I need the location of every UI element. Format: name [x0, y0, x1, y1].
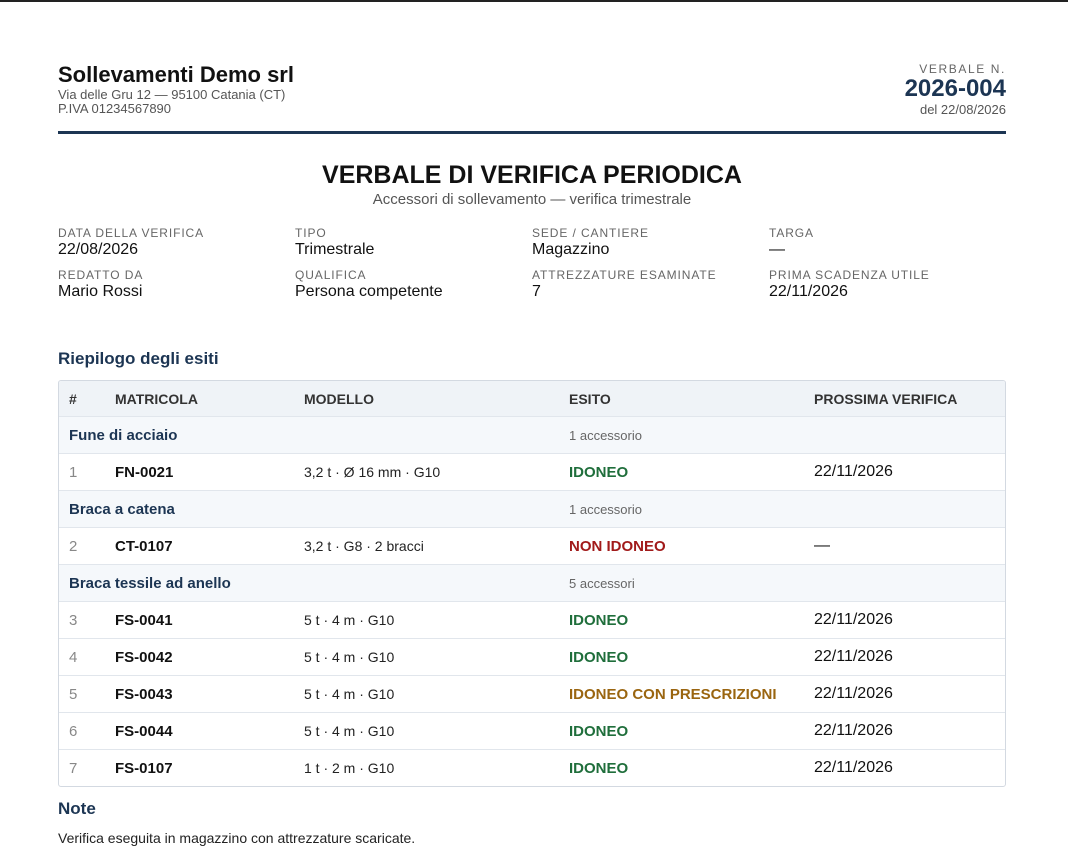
report-date: del 22/08/2026 — [919, 102, 1006, 117]
meta-field — [769, 226, 1006, 259]
row-number: 7 — [69, 759, 78, 777]
group-count: 1 accessorio — [569, 427, 642, 443]
company-vat: P.IVA 01234567890 — [58, 101, 172, 116]
meta-label: SEDE / CANTIERE — [532, 226, 649, 240]
serial-number: CT-0107 — [115, 537, 173, 555]
row-number: 3 — [69, 611, 78, 629]
meta-label: ATTREZZATURE ESAMINATE — [532, 268, 717, 282]
group-name: Braca a catena — [69, 500, 175, 518]
serial-number: FS-0041 — [115, 611, 173, 629]
company-block — [58, 62, 294, 116]
meta-value: 22/11/2026 — [769, 283, 848, 300]
company-name: Sollevamenti Demo srl — [58, 62, 294, 87]
report-number: 2026-004 — [904, 75, 1006, 102]
outcome-badge: IDONEO CON PRESCRIZIONI — [569, 685, 777, 703]
table-row — [59, 638, 1005, 675]
notes-text: Verifica eseguita in magazzino con attrezzature scaricate. — [58, 830, 416, 846]
serial-number: FN-0021 — [115, 463, 174, 481]
outcome-badge: IDONEO — [569, 722, 629, 740]
meta-value: Magazzino — [532, 241, 610, 258]
model: 5 t · 4 m · G10 — [304, 686, 395, 702]
outcome-badge: IDONEO — [569, 463, 629, 481]
column-header: PROSSIMA VERIFICA — [814, 390, 958, 407]
row-number: 4 — [69, 648, 78, 666]
summary-title: Riepilogo degli esiti — [58, 349, 219, 368]
meta-grid — [58, 226, 1006, 301]
meta-field — [295, 268, 532, 301]
serial-number: FS-0042 — [115, 648, 173, 666]
serial-number: FS-0043 — [115, 685, 173, 703]
table-row — [59, 749, 1005, 786]
report-number-label: VERBALE N. — [919, 62, 1006, 76]
meta-label: DATA DELLA VERIFICA — [58, 226, 205, 240]
row-number: 5 — [69, 685, 78, 703]
row-number: 6 — [69, 722, 78, 740]
meta-label: TARGA — [769, 226, 814, 240]
group-row — [59, 490, 1005, 527]
top-border — [0, 0, 1068, 2]
group-row — [59, 416, 1005, 453]
group-count: 5 accessori — [569, 575, 635, 591]
serial-number: FS-0107 — [115, 759, 173, 777]
next-inspection: 22/11/2026 — [814, 648, 893, 665]
column-header: # — [69, 390, 77, 407]
meta-value: Trimestrale — [295, 241, 375, 258]
meta-field — [58, 268, 295, 301]
column-header: ESITO — [569, 390, 611, 407]
group-row — [59, 564, 1005, 601]
meta-value: Mario Rossi — [58, 283, 143, 300]
column-header: MODELLO — [304, 390, 374, 407]
notes-title: Note — [58, 799, 96, 818]
row-number: 2 — [69, 537, 78, 555]
next-inspection: 22/11/2026 — [814, 685, 893, 702]
group-name: Fune di acciaio — [69, 426, 178, 444]
next-inspection: — — [814, 537, 830, 554]
title-block — [58, 160, 1006, 209]
report-header — [58, 62, 1006, 134]
model: 3,2 t · Ø 16 mm · G10 — [304, 464, 441, 480]
model: 5 t · 4 m · G10 — [304, 723, 395, 739]
table-row — [59, 453, 1005, 490]
column-header: MATRICOLA — [115, 390, 198, 407]
table-header-row — [59, 381, 1005, 416]
group-name: Braca tessile ad anello — [69, 574, 231, 592]
next-inspection: 22/11/2026 — [814, 722, 893, 739]
model: 1 t · 2 m · G10 — [304, 760, 395, 776]
company-address: Via delle Gru 12 — 95100 Catania (CT) — [58, 87, 286, 102]
outcome-badge: NON IDONEO — [569, 537, 666, 555]
report-number-block — [905, 62, 1006, 117]
meta-label: REDATTO DA — [58, 268, 144, 282]
meta-value: Persona competente — [295, 283, 443, 300]
model: 5 t · 4 m · G10 — [304, 649, 395, 665]
document-title: VERBALE DI VERIFICA PERIODICA — [322, 161, 742, 189]
next-inspection: 22/11/2026 — [814, 611, 893, 628]
table-row — [59, 527, 1005, 564]
meta-label: PRIMA SCADENZA UTILE — [769, 268, 930, 282]
model: 5 t · 4 m · G10 — [304, 612, 395, 628]
model: 3,2 t · G8 · 2 bracci — [304, 538, 424, 554]
results-table — [58, 380, 1006, 787]
outcome-badge: IDONEO — [569, 648, 629, 666]
meta-label: QUALIFICA — [295, 268, 367, 282]
table-row — [59, 712, 1005, 749]
meta-field — [769, 268, 1006, 301]
group-count: 1 accessorio — [569, 501, 642, 517]
meta-value: 7 — [532, 283, 541, 300]
outcome-badge: IDONEO — [569, 759, 629, 777]
table-row — [59, 601, 1005, 638]
document-subtitle: Accessori di sollevamento — verifica trimestrale — [372, 191, 692, 208]
meta-value: 22/08/2026 — [58, 241, 139, 258]
table-row — [59, 675, 1005, 712]
serial-number: FS-0044 — [115, 722, 173, 740]
next-inspection: 22/11/2026 — [814, 759, 893, 776]
next-inspection: 22/11/2026 — [814, 463, 893, 480]
meta-value: — — [769, 241, 785, 258]
meta-field — [532, 226, 769, 259]
meta-field — [58, 226, 295, 259]
meta-field — [295, 226, 532, 259]
meta-label: TIPO — [295, 226, 327, 240]
outcome-badge: IDONEO — [569, 611, 629, 629]
meta-field — [532, 268, 769, 301]
report-page — [58, 62, 1006, 847]
row-number: 1 — [69, 463, 78, 481]
